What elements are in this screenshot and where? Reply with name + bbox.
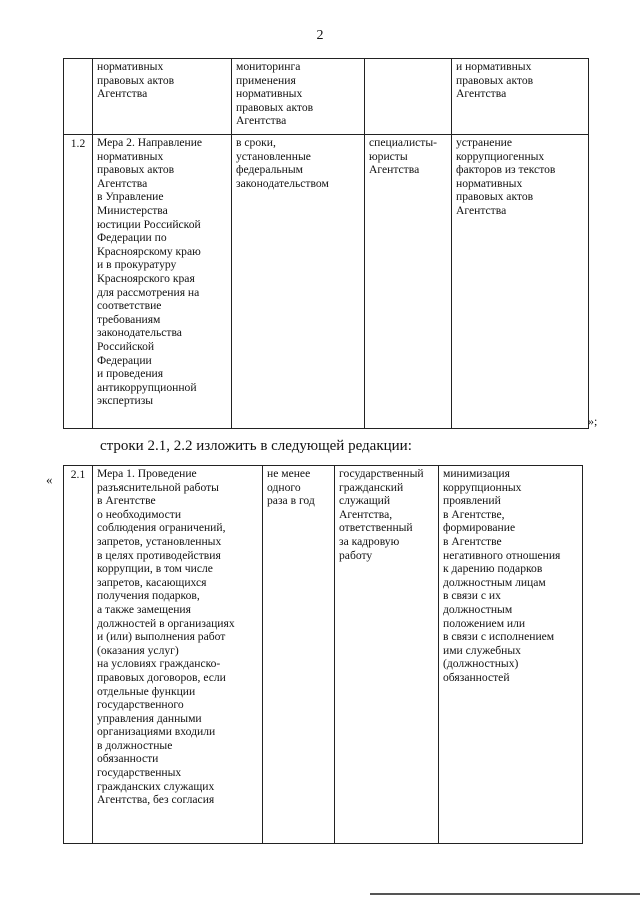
- table-row: [64, 466, 583, 844]
- executor-cell: государственный гражданский служащий Агентства, ответственный за кадровую работу: [335, 466, 439, 844]
- measure-cell: Мера 1. Проведение разъяснительной работы в Агентстве о необходимости соблюдения ограничений, запретов, установленных в целях противодействия коррупции, в том числе запретов, касающихся получения подарков, а также замещения должностей в организациях и (или) выполнения работ (оказания услуг) на условиях гражданско- правовых договоров, если отдельные функции государственного управления данными организациями входили в должностные обязанности государственных гражданских служащих Агентства, без согласия: [93, 466, 263, 844]
- measure-cell: Мера 2. Направление нормативных правовых актов Агентства в Управление Министерства юстиции Российской Федерации по Красноярскому краю и в прокуратуру Красноярского края для рассмотрения на соответствие требованиям законодательства Российской Федерации и проведения антикоррупционной экспертизы: [93, 135, 232, 429]
- measures-table-new: [63, 465, 583, 844]
- row-number: 2.1: [64, 466, 93, 844]
- page-number: 2: [316, 28, 324, 43]
- measure-cell: нормативных правовых актов Агентства: [93, 59, 232, 135]
- row-number: 1.2: [64, 135, 93, 429]
- term-cell: не менее одного раза в год: [263, 466, 335, 844]
- result-cell: и нормативных правовых актов Агентства: [452, 59, 589, 135]
- table-row: [64, 59, 589, 135]
- result-cell: минимизация коррупционных проявлений в Агентстве, формирование в Агентстве негативного отношения к дарению подарков должностным лицам в связи с их должностным положением или в связи с исполнением ими служебных (должностных) обязанностей: [439, 466, 583, 844]
- row-number: [64, 59, 93, 135]
- table-row: [64, 135, 589, 429]
- term-cell: мониторинга применения нормативных правовых актов Агентства: [232, 59, 365, 135]
- term-cell: в сроки, установленные федеральным законодательством: [232, 135, 365, 429]
- opening-quote: «: [46, 472, 53, 487]
- executor-cell: специалисты- юристы Агентства: [365, 135, 452, 429]
- result-cell: устранение коррупциогенных факторов из текстов нормативных правовых актов Агентства: [452, 135, 589, 429]
- measures-table-continued: [63, 58, 589, 429]
- executor-cell: [365, 59, 452, 135]
- closing-quote: »;: [588, 414, 598, 428]
- page-edge-rule: [370, 893, 640, 895]
- amendment-instruction: строки 2.1, 2.2 изложить в следующей редакции:: [100, 438, 412, 454]
